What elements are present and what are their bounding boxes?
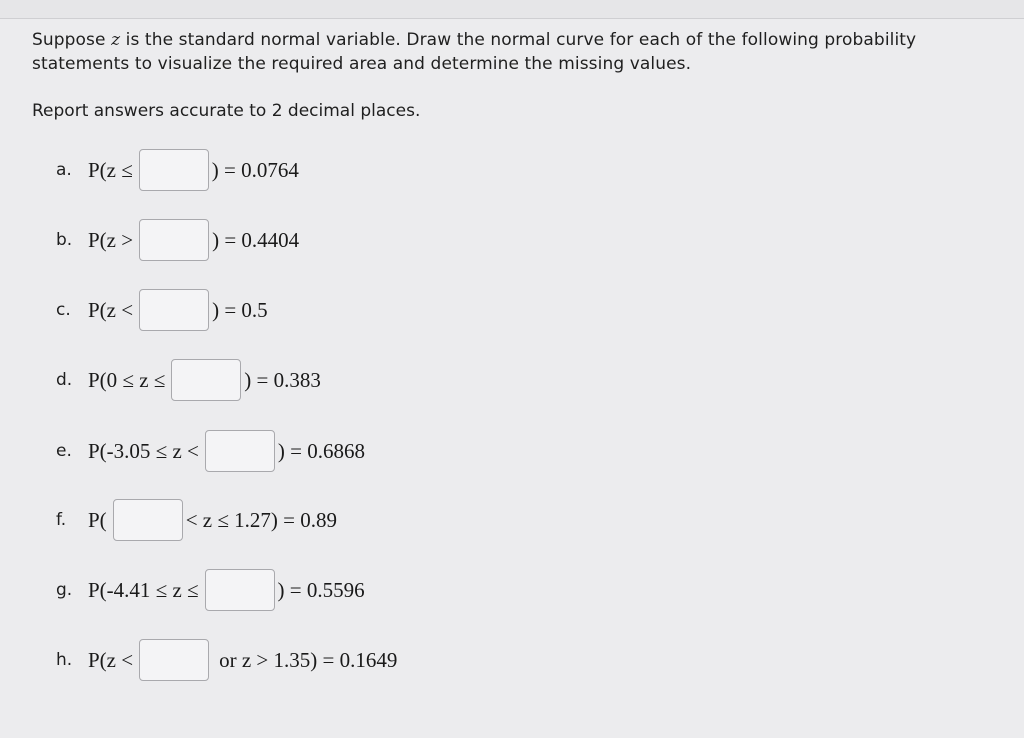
problem-g-prefix: P(-4.41 ≤ z ≤ — [88, 577, 199, 602]
problem-statement-line-1 — [32, 28, 916, 52]
statement-variable: z — [111, 30, 121, 50]
problem-h-letter: h. — [56, 650, 73, 670]
answer-input-c[interactable] — [139, 289, 209, 331]
answer-input-e[interactable] — [205, 430, 275, 472]
problem-d-letter: d. — [56, 370, 73, 390]
problem-a-letter: a. — [56, 160, 72, 180]
problem-h — [56, 636, 397, 684]
problem-b — [56, 216, 299, 264]
top-bar — [0, 0, 1024, 19]
problem-g — [56, 566, 365, 614]
problem-c-letter: c. — [56, 300, 71, 320]
problem-f-prefix: P( — [88, 507, 107, 532]
problem-c-prefix: P(z < — [88, 297, 134, 322]
problem-h-suffix: or z > 1.35) = 0.1649 — [219, 647, 398, 672]
problem-a-suffix: ) = 0.0764 — [211, 157, 299, 182]
problem-f-suffix: < z ≤ 1.27) = 0.89 — [185, 507, 337, 532]
problem-b-letter: b. — [56, 230, 73, 250]
problem-e-suffix: ) = 0.6868 — [277, 438, 365, 463]
problem-g-suffix: ) = 0.5596 — [277, 577, 365, 602]
instructions: Report answers accurate to 2 decimal places. — [32, 101, 421, 121]
problem-c-suffix: ) = 0.5 — [212, 297, 268, 322]
problem-c — [56, 286, 268, 334]
problem-statement-line-2: statements to visualize the required area and determine the missing values. — [32, 54, 692, 74]
answer-input-f[interactable] — [113, 499, 183, 541]
answer-input-d[interactable] — [171, 359, 241, 401]
problem-b-suffix: ) = 0.4404 — [212, 227, 300, 252]
statement-text-cont: is the standard normal variable. Draw the normal curve for each of the following probability — [120, 30, 917, 50]
problem-d-suffix: ) = 0.383 — [244, 367, 321, 392]
problem-f-letter: f. — [56, 510, 67, 530]
answer-input-b[interactable] — [139, 219, 209, 261]
statement-text: Suppose — [32, 30, 112, 50]
problem-e — [56, 427, 365, 475]
problem-b-prefix: P(z > — [88, 227, 134, 252]
problem-h-prefix: P(z < — [88, 647, 134, 672]
problem-d-prefix: P(0 ≤ z ≤ — [88, 367, 166, 392]
problem-a-prefix: P(z ≤ — [88, 157, 133, 182]
problem-e-letter: e. — [56, 441, 72, 461]
problem-d — [56, 356, 321, 404]
answer-input-g[interactable] — [205, 569, 275, 611]
problem-f — [56, 496, 337, 544]
problem-a — [56, 146, 299, 194]
problem-g-letter: g. — [56, 580, 73, 600]
answer-input-h[interactable] — [139, 639, 209, 681]
problem-e-prefix: P(-3.05 ≤ z < — [88, 438, 199, 463]
answer-input-a[interactable] — [139, 149, 209, 191]
